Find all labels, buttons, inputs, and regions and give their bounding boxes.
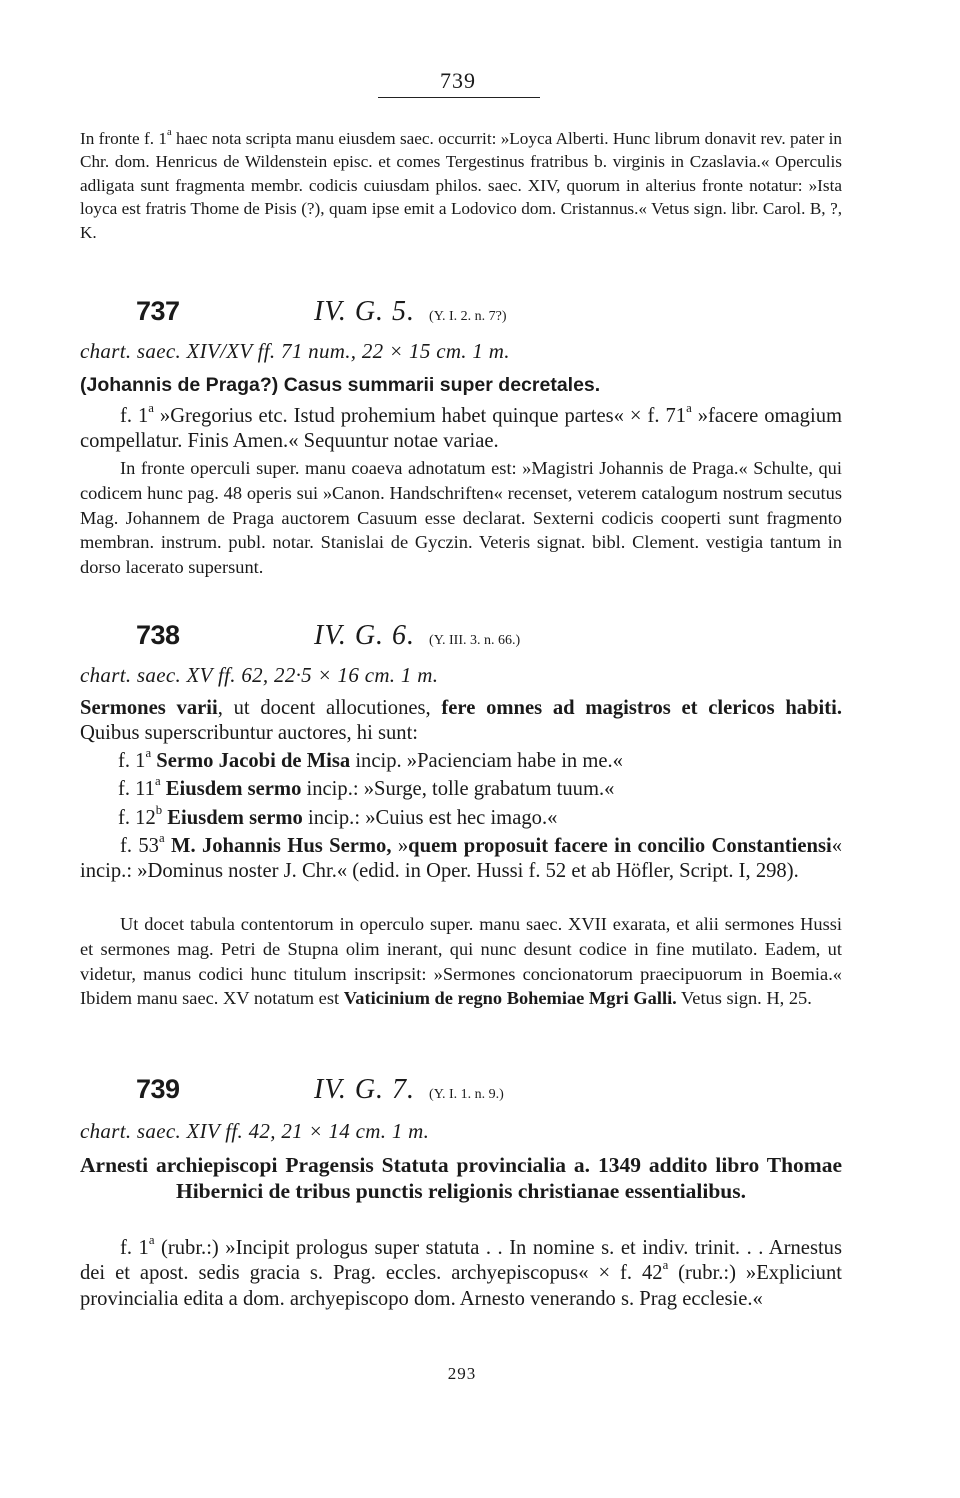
title-bold: Sermones varii [80,697,218,719]
intro-sup: a [166,127,172,139]
item-sup: b [155,802,163,817]
item-folio: f. 11 [118,778,155,800]
folio-text: (rubr.:) »Incipit prologus super statuta . . In nomine s. et indiv. trinit. . . Arnestus dei et apost. sedis gracia s. Prag. eccles. archyepiscopus« × f. 42 [80,1237,842,1285]
item-bold: quem proposuit facere in concilio Constantiensi [408,835,832,857]
sermon-item [118,773,842,802]
entry-737-folio [80,400,843,455]
folio-sup: a [686,400,692,415]
item-text: incip.: »Cuius est hec imago.« [302,807,558,829]
folio-text: »facere omagium compellatur. Finis Amen.« Sequuntur notae variae. [80,405,843,453]
item-sup: a [145,745,152,760]
hus-sermon-item [80,830,842,885]
entry-737-title: (Johannis de Praga?) Casus summarii super decretales. [80,374,601,396]
entry-739-description: chart. saec. XIV ff. 42, 21 × 14 cm. 1 m. [80,1119,430,1143]
item-folio: f. 12 [118,807,156,829]
item-text: incip.: »Surge, tolle grabatum tuum.« [301,778,615,800]
entry-739-folio [80,1232,842,1312]
entry-737-description: chart. saec. XIV/XV ff. 71 num., 22 × 15 cm. 1 m. [80,339,510,363]
item-bold: Eiusdem sermo [162,807,303,829]
note-text: Vetus sign. H, 25. [676,988,812,1009]
entry-739-title: Arnesti archiepiscopi Pragensis Statuta provincialia a. 1349 addito libro Thomae Hibernici de tribus punctis religionis christianae essentialibus. [80,1153,842,1203]
entry-738-title [80,696,842,747]
intro-paragraph [80,127,842,244]
entry-738-heading [80,620,842,660]
intro-text-b: haec nota scripta manu eiusdem saec. occurrit: »Loyca Alberti. Hunc librum donavit rev. pater in Chr. dom. Henricus de Wildenstein episc. et comes Tergestinus fratribus b. virginis in Czaslavia.« Operculis adligata sunt fragmenta membr. codicis cuiusdam philos. saec. XIV, quorum in alterius fronte notatur: »Ista loyca est fratris Thome de Pisis (?), quam ipse emit a Lodovico dom. Cristannus.« Vetus sign. libr. Carol. B, ?, K. [80,129,842,242]
folio-sup: a [148,1232,155,1247]
item-text: » [391,835,409,857]
entry-number: 737 [136,296,180,326]
sermon-item [118,802,842,831]
page-footer-number: 293 [447,1364,477,1383]
shelfmark: IV. G. 7. [314,1074,416,1105]
page-header-number: 739 [440,68,476,93]
folio-text: f. 1 [120,405,149,427]
entry-738-description: chart. saec. XV ff. 62, 22·5 × 16 cm. 1 m. [80,663,439,687]
entry-737-heading [80,296,842,336]
old-signature: (Y. I. 1. n. 9.) [429,1087,504,1102]
shelfmark: IV. G. 6. [314,620,416,651]
header-rule [378,97,540,98]
item-bold: Sermo Jacobi de Misa [151,750,351,772]
item-sup: a [158,830,165,845]
folio-sup: a [148,400,154,415]
entry-738-note [80,912,842,1011]
title-text: Quibus superscribuntur auctores, hi sunt: [80,722,419,745]
item-folio: f. 53 [120,835,159,857]
note-text: Ut docet tabula contentorum in operculo super. manu saec. XVII exarata, et alii sermones Hussi et sermones mag. Petri de Stupna olim inerant, qui nunc desunt codice in fine mutilato. Eadem, ut videtur, manus codici hunc titulum inscripsit: »Sermones concionatorum praecipuorum in Boemia.« Ibidem manu saec. XV notatum est [80,914,842,1009]
old-signature: (Y. I. 2. n. 7?) [429,309,507,324]
folio-text: (rubr.:) »Expliciunt provincialia edita a dom. archyepiscopo dom. Arnesto venerando s. Prag ecclesie.« [80,1262,842,1310]
entry-number: 738 [136,620,180,650]
note-bold: Vaticinium de regno Bohemiae Mgri Galli. [343,988,677,1009]
title-bold: fere omnes ad magistros et clericos habiti. [441,697,842,719]
title-text: , ut docent allocutiones, [217,697,442,719]
item-sup: a [154,773,161,788]
shelfmark: IV. G. 5. [314,296,416,327]
sermon-item [118,745,842,774]
entry-737-note: In fronte operculi super. manu coaeva adnotatum est: »Magistri Johannis de Praga.« Schulte, qui codicem hunc pag. 48 operis sui »Canon. Handschriften« recenset, veterem catalogum nostrum secutus Mag. Johannem de Praga auctorem Casuum esse declarat. Sexterni codicis cooperti sunt fragmento membran. instrum. publ. notar. Stanislai de Gyczin. Veteris signat. bibl. Clement. vestigia tantum in dorso lacerato supersunt. [80,458,842,578]
item-bold: Eiusdem sermo [160,778,302,800]
folio-sup: a [662,1258,669,1272]
old-signature: (Y. III. 3. n. 66.) [429,633,521,648]
folio-text: »Gregorius etc. Istud prohemium habet quinque partes« × f. 71 [153,405,687,427]
item-bold: M. Johannis Hus Sermo, [164,835,392,857]
intro-text-a: In fronte f. 1 [80,129,167,148]
item-text: incip. »Pacienciam habe in me.« [350,750,623,772]
item-folio: f. 1 [118,750,146,772]
item-text: « incip.: »Dominus noster J. Chr.« (edid. in Oper. Hussi f. 52 et ab Höfler, Script. I, 298). [80,835,842,883]
entry-number: 739 [136,1074,180,1104]
entry-739-heading [80,1074,842,1114]
folio-text: f. 1 [120,1237,149,1259]
